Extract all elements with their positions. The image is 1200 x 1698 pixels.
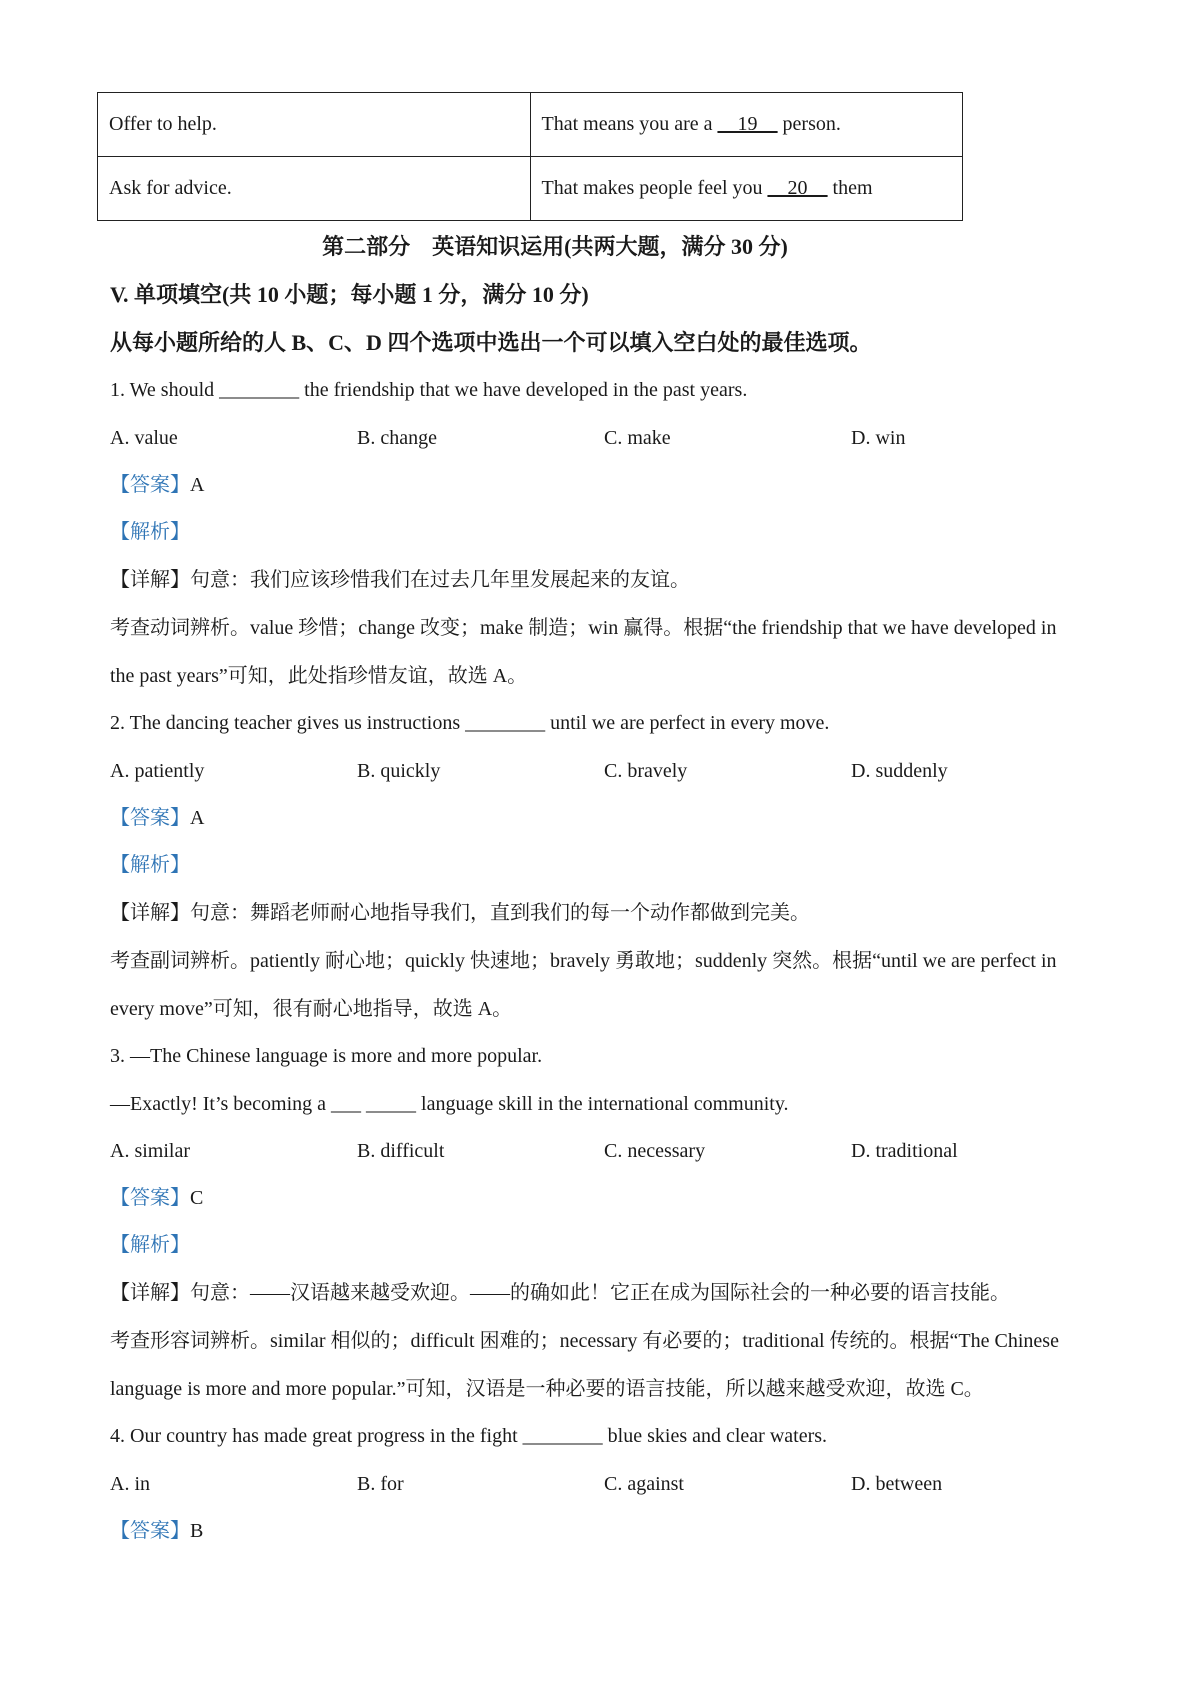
option-a: A. in	[110, 1473, 150, 1495]
option-a: A. patiently	[110, 760, 205, 782]
answer-value: A	[190, 807, 205, 829]
option-c: C. bravely	[604, 760, 688, 782]
matching-table	[97, 92, 963, 221]
detail-line	[110, 1283, 1010, 1303]
table-cell-right	[530, 93, 963, 157]
explanation: 考查动词辨析。value 珍惜；change 改变；make 制造；win 赢得。根据“the friendship that we have developed in	[110, 617, 1057, 639]
explanation: the past years”可知，此处指珍惜友谊，故选 A。	[110, 665, 528, 687]
option-b: B. for	[357, 1473, 404, 1495]
explanation: 考查副词辨析。patiently 耐心地；quickly 快速地；bravely 勇敢地；suddenly 突然。根据“until we are perfect in	[110, 950, 1057, 972]
answer-label: 【答案】	[110, 1520, 190, 1542]
question-stem: 4. Our country has made great progress in the fight ________ blue skies and clear waters.	[110, 1425, 828, 1447]
option-d: D. suddenly	[851, 760, 948, 782]
answer-label: 【答案】	[110, 1187, 190, 1209]
explanation: every move”可知，很有耐心地指导，故选 A。	[110, 998, 513, 1020]
question-stem: 3. —The Chinese language is more and more popular.	[110, 1045, 543, 1067]
analysis-label: 【解析】	[110, 521, 190, 543]
answer-value: A	[190, 474, 205, 496]
cell-text: them	[827, 177, 873, 199]
detail-label: 【详解】	[110, 569, 190, 591]
detail-label: 【详解】	[110, 1282, 190, 1304]
cell-text: person.	[777, 113, 841, 135]
blank-19: __19__	[717, 113, 778, 135]
explanation: language is more and more popular.”可知，汉语是一种必要的语言技能，所以越来越受欢迎，故选 C。	[110, 1378, 984, 1400]
cell-text: That makes people feel you	[541, 177, 768, 199]
option-c: C. against	[604, 1473, 684, 1495]
option-b: B. change	[357, 427, 437, 449]
table-cell-right	[530, 157, 963, 221]
answer-line	[110, 1188, 203, 1208]
explanation: 考查形容词辨析。similar 相似的；difficult 困难的；necessary 有必要的；traditional 传统的。根据“The Chinese	[110, 1330, 1059, 1352]
option-d: D. win	[851, 427, 906, 449]
answer-label: 【答案】	[110, 807, 190, 829]
option-d: D. between	[851, 1473, 943, 1495]
table-row	[98, 157, 963, 221]
cell-text: That means you are a	[541, 113, 718, 135]
blank-20: __20__	[767, 177, 828, 199]
analysis-label: 【解析】	[110, 1234, 190, 1256]
table-row	[98, 93, 963, 157]
analysis-label: 【解析】	[110, 854, 190, 876]
table-cell-left: Offer to help.	[98, 93, 531, 157]
option-c: C. necessary	[604, 1140, 706, 1162]
part-title: 第二部分 英语知识运用(共两大题，满分 30 分)	[322, 234, 788, 259]
detail-line	[110, 570, 690, 590]
answer-value: C	[190, 1187, 204, 1209]
answer-label: 【答案】	[110, 474, 190, 496]
table-cell-left: Ask for advice.	[98, 157, 531, 221]
detail-label: 【详解】	[110, 902, 190, 924]
answer-value: B	[190, 1520, 204, 1542]
question-stem: 1. We should ________ the friendship that we have developed in the past years.	[110, 379, 748, 401]
instruction: 从每小题所给的人 B、C、D 四个选项中选出一个可以填入空白处的最佳选项。	[110, 330, 872, 355]
option-b: B. difficult	[357, 1140, 445, 1162]
option-a: A. similar	[110, 1140, 190, 1162]
answer-line	[110, 808, 204, 828]
question-stem: 2. The dancing teacher gives us instructions ________ until we are perfect in every move.	[110, 712, 830, 734]
option-b: B. quickly	[357, 760, 441, 782]
section-title: V. 单项填空(共 10 小题；每小题 1 分，满分 10 分)	[110, 282, 589, 307]
detail-text: 句意：舞蹈老师耐心地指导我们，直到我们的每一个动作都做到完美。	[190, 902, 810, 924]
option-d: D. traditional	[851, 1140, 958, 1162]
detail-text: 句意：——汉语越来越受欢迎。——的确如此！它正在成为国际社会的一种必要的语言技能。	[190, 1282, 1010, 1304]
answer-line	[110, 475, 204, 495]
option-a: A. value	[110, 427, 178, 449]
question-stem: —Exactly! It’s becoming a ___ _____ language skill in the international community.	[110, 1093, 789, 1115]
detail-text: 句意：我们应该珍惜我们在过去几年里发展起来的友谊。	[190, 569, 690, 591]
option-c: C. make	[604, 427, 671, 449]
detail-line	[110, 903, 810, 923]
answer-line	[110, 1521, 203, 1541]
